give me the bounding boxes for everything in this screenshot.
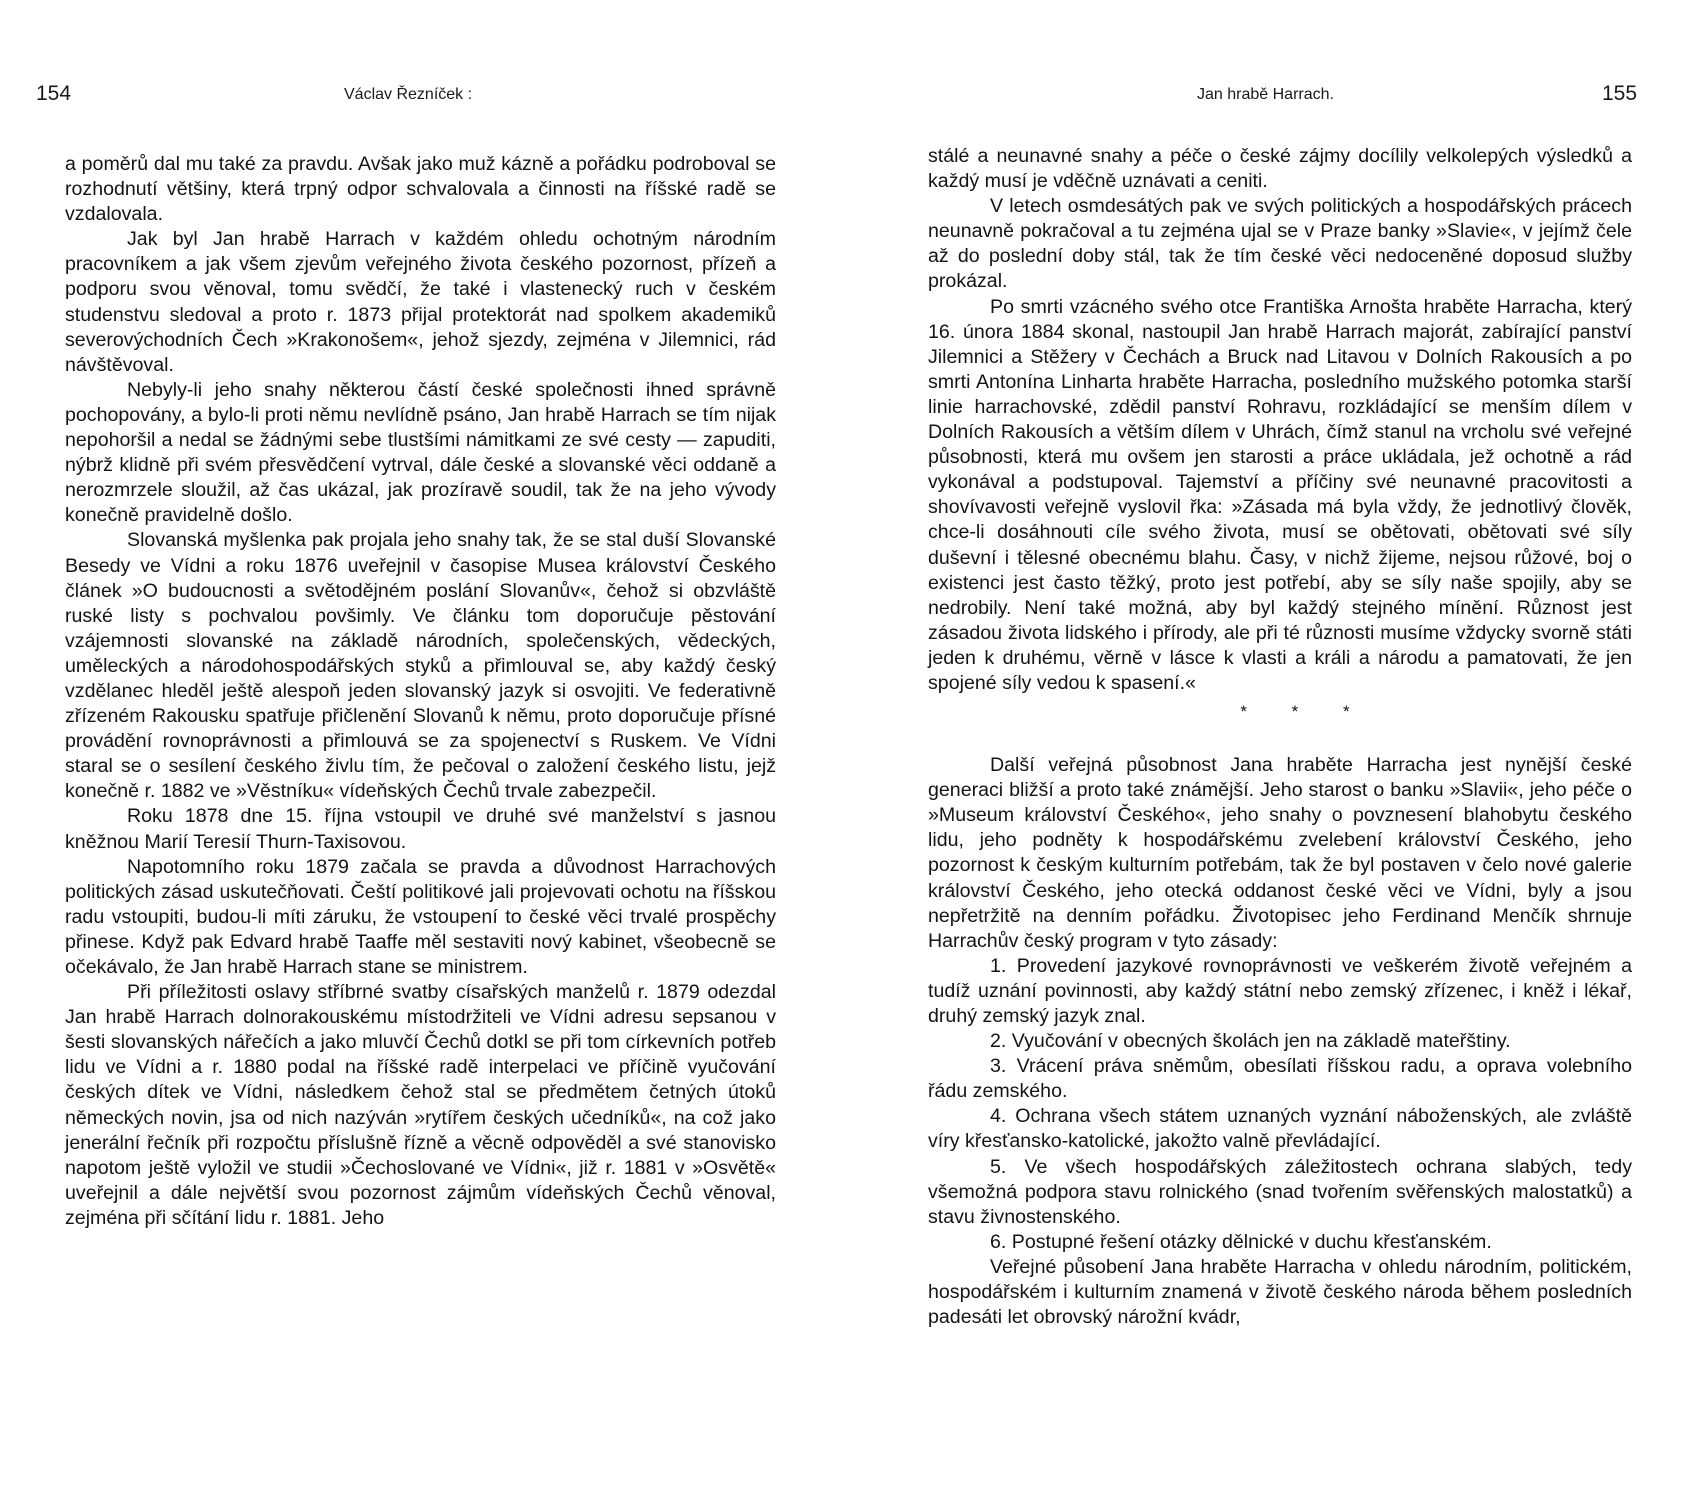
list-item: 2. Vyučování v obecných školách jen na základě mateřštiny. (990, 1030, 1511, 1053)
running-head: Václav Řezníček : (344, 86, 473, 103)
paragraph: Veřejné působení Jana hraběte Harracha v ohledu národním, politickém, hospodářském i kulturním znamená v životě českého národa během posledních padesáti let obrovský nárožní kvádr, (928, 1255, 1632, 1329)
right-page-body (928, 144, 1632, 1330)
list-item: 3. Vrácení práva sněmům, obesílati říšskou radu, a oprava volebního řádu zemského. (928, 1055, 1632, 1103)
running-head: Jan hrabě Harrach. (1197, 86, 1334, 103)
paragraph: Další veřejná působnost Jana hraběte Harracha jest nynější české generaci bližší a proto také známější. Jeho starost o banku »Slavii«, jeho péče o »Museum království Českého«, jeho snahy o povznesení blahobytu českého lidu, jeho podněty k hospodářskému zvelebení království Českého, jeho pozornost k českým kulturním potřebám, tak že byl postaven v čelo nové galerie království Českého, jeho otecká oddanost české věci ve Vídni, byly a jsou nepřetržitě na denním pořádku. Životopisec jeho Ferdinand Menčík shrnuje Harrachův český program v tyto zásady: (928, 754, 1632, 952)
list-item: 6. Postupné řešení otázky dělnické v duchu křesťanském. (990, 1230, 1492, 1253)
paragraph: a poměrů dal mu také za pravdu. Avšak jako muž kázně a pořádku podroboval se rozhodnutí většiny, která trpný odpor schvalovala a činnosti na říšské radě se vzdalovala. (65, 153, 776, 226)
section-separator: * * * (1240, 702, 1370, 722)
page-number: 154 (36, 82, 72, 105)
paragraph: Při příležitosti oslavy stříbrné svatby císařských manželů r. 1879 odezdal Jan hrabě Harrach dolnorakouskému místodržiteli ve Vídni adresu sepsanou v šesti slovanských nářečích a jako mluvčí Čechů dotkl se při tom církevních potřeb lidu ve Vídni a r. 1880 podal na říšské radě interpelaci ve příčině vyučování českých dítek ve Vídni, následkem čehož stal se předmětem četných útoků německých novin, jsa od nich nazýván »rytířem českých učedníků«, na což jako jenerální řečník při rozpočtu příslušně řízně a věcně odpověděl a své stanovisko napotom ještě vyložil ve studii »Čechoslované ve Vídni«, již r. 1881 v »Osvětě« uveřejnil a dále největší svou pozornost zájmům vídeňských Čechů věnoval, zejména při sčítání lidu r. 1881. Jeho (65, 981, 776, 1229)
list-item: 1. Provedení jazykové rovnoprávnosti ve veškerém životě veřejném a tudíž uznání povinnosti, aby každý státní nebo zemský zřízenec, i kněž i lékař, druhý zemský jazyk znal. (928, 954, 1632, 1027)
list-item: 5. Ve všech hospodářských záležitostech ochrana slabých, tedy všemožná podpora stavu rolnického (snad tvořením svěřenských malostatků) a stavu živnostenského. (928, 1155, 1632, 1228)
paragraph: Po smrti vzácného svého otce Františka Arnošta hraběte Harracha, který 16. února 1884 skonal, nastoupil Jan hrabě Harrach majorát, zabírající panství Jilemnici a Stěžery v Čechách a Bruck nad Litavou v Dolních Rakousích a po smrti Antonína Linharta hraběte Harracha, posledního mužského potomka starší linie harrachovské, zdědil panství Rohravu, rozkládající se menším dílem v Dolních Rakousích a větším dílem v Uhrách, čímž stanul na vrcholu své veřejné působnosti, která mu ovšem jen starosti a práce ukládala, jež ochotně a rád vykonával a podstupoval. Tajemství a příčiny své neunavné pracovitosti a shovívavosti veřejně vyslovil řka: »Zásada má byla vždy, že jednotlivý člověk, chce-li dosáhnouti cíle svého života, musí se obětovati, obětovati své síly duševní i tělesné obecnému blahu. Časy, v nichž žijeme, nejsou růžové, boj o existenci jest často těžký, proto jest potřebí, aby se síly naše spojily, aby se nedrobily. Není také možná, aby byl každý stejného mínění. Různost jest zásadou života lidského i přírody, ale při té různosti musíme vždycky svorně státi jeden k druhému, věrně v lásce k vlasti a králi a národu a pamatovati, že jen spojené síly vedou k spasení.« (928, 295, 1632, 694)
list-item: 4. Ochrana všech státem uznaných vyznání náboženských, ale zvláště víry křesťansko-katolické, jakožto valně převládající. (928, 1105, 1632, 1153)
left-page-body (65, 152, 776, 1231)
paragraph: V letech osmdesátých pak ve svých politických a hospodářských prácech neunavně pokračoval a tu zejména ujal se v Praze banky »Slavie«, v jejímž čele až do poslední doby stál, tak že tím české věci nedoceněné doposud služby prokázal. (928, 195, 1632, 293)
page-number: 155 (1602, 82, 1638, 105)
paragraph: Roku 1878 dne 15. října vstoupil ve druhé své manželství s jasnou kněžnou Marií Teresií Thurn-Taxisovou. (65, 805, 776, 853)
paragraph: Napotomního roku 1879 začala se pravda a důvodnost Harrachových politických zásad uskutečňovati. Čeští politikové jali projevovati ochotu na říšskou radu vstoupiti, budou-li míti záruku, že vstoupení to české věci trvalé prospěchy přinese. Když pak Edvard hrabě Taaffe měl sestaviti nový kabinet, všeobecně se očekávalo, že Jan hrabě Harrach stane se ministrem. (65, 855, 776, 978)
paragraph: stálé a neunavné snahy a péče o české zájmy docílily velkolepých výsledků a každý musí je vděčně uznávati a ceniti. (928, 145, 1632, 193)
paragraph: Jak byl Jan hrabě Harrach v každém ohledu ochotným národním pracovníkem a jak všem zjevům veřejného života českého pozornost, přízeň a podporu svou věnoval, tomu svědčí, že také i vlastenecký ruch v českém studenstvu sledoval a proto r. 1873 přijal protektorát nad spolkem akademiků severovýchodních Čech »Krakonošem«, jehož sjezdy, zejména v Jilemnici, rád návštěvoval. (65, 228, 776, 376)
paragraph: Nebyly-li jeho snahy některou částí české společnosti ihned správně pochopovány, a bylo-li proti němu nevlídně psáno, Jan hrabě Harrach se tím nijak nepohoršil a nedal se žádnými sebe tlustšími námitkami ze své cesty — zapuditi, nýbrž klidně při svém přesvědčení vytrval, dále české a slovanské věci oddaně a nerozmrzele sloužil, až čas ukázal, jak prozíravě soudil, tak že na jeho vývody konečně pravidelně došlo. (65, 378, 776, 527)
paragraph: Slovanská myšlenka pak projala jeho snahy tak, že se stal duší Slovanské Besedy ve Vídni a roku 1876 uveřejnil v časopise Musea království Českého článek »O budoucnosti a světodějném poslání Slovanův«, čehož si obzvláště ruské listy s pochvalou povšimly. Ve článku tom doporučuje pěstování vzájemnosti slovanské na základě národních, společenských, vědeckých, uměleckých a národohospodářských styků a přimlouval se, aby každý český vzdělanec hleděl ještě alespoň jeden slovanský jazyk si osvojiti. Ve federativně zřízeném Rakousku spatřuje přičlenění Slovanů k němu, proto doporučuje přísné provádění rovnoprávnosti a přimlouvá se za spojenectví s Ruskem. Ve Vídni staral se o sesílení českého živlu tím, že pečoval o založení českého listu, jejž konečně r. 1882 ve »Věstníku« vídeňských Čechů trvale zabezpečil. (65, 529, 776, 803)
right-page (845, 0, 1690, 1500)
